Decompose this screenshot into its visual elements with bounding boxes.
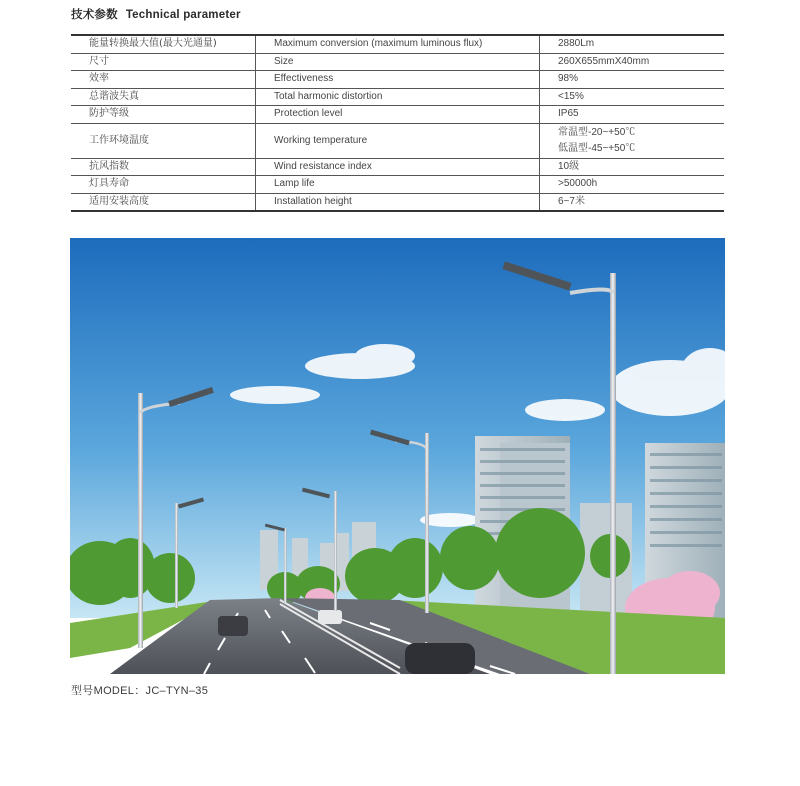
param-value-line: 低温型-45~+50℃ <box>558 142 636 154</box>
table-row <box>71 71 724 89</box>
table-row <box>71 193 724 211</box>
heading-cn: 技术参数 <box>71 7 118 21</box>
param-cn: 适用安装高度 <box>71 193 256 211</box>
street-scene-illustration <box>70 238 725 674</box>
param-en: Total harmonic distortion <box>256 88 540 106</box>
param-en: Wind resistance index <box>256 158 540 176</box>
param-en: Installation height <box>256 193 540 211</box>
table-row <box>71 176 724 194</box>
param-value: <15% <box>540 88 725 106</box>
table-row <box>71 123 724 158</box>
table-row <box>71 88 724 106</box>
param-value: 10级 <box>540 158 725 176</box>
product-scene-image <box>70 238 725 674</box>
param-value-line: 常温型-20~+50℃ <box>558 126 636 138</box>
param-value: >50000h <box>540 176 725 194</box>
param-value: IP65 <box>540 106 725 124</box>
heading-en: Technical parameter <box>125 9 241 21</box>
param-cn: 抗风指数 <box>71 158 256 176</box>
param-cn: 总谐波失真 <box>71 88 256 106</box>
param-en: Effectiveness <box>256 71 540 89</box>
param-cn: 能量转换最大值(最大光通量) <box>71 35 256 53</box>
table-row <box>71 35 724 53</box>
param-cn: 工作环境温度 <box>71 123 256 158</box>
model-caption: 型号MODEL：JC–TYN–35 <box>71 685 209 697</box>
table-row <box>71 106 724 124</box>
param-en: Maximum conversion (maximum luminous flux) <box>256 35 540 53</box>
param-value <box>540 123 725 158</box>
param-en: Working temperature <box>256 123 540 158</box>
param-en: Lamp life <box>256 176 540 194</box>
param-value: 260X655mmX40mm <box>540 53 725 71</box>
spec-table <box>71 34 724 212</box>
param-cn: 灯具寿命 <box>71 176 256 194</box>
table-row <box>71 53 724 71</box>
param-value: 98% <box>540 71 725 89</box>
section-heading <box>71 6 241 22</box>
param-value: 2880Lm <box>540 35 725 53</box>
table-row <box>71 158 724 176</box>
param-cn: 防护等级 <box>71 106 256 124</box>
param-value: 6~7米 <box>540 193 725 211</box>
param-cn: 效率 <box>71 71 256 89</box>
param-en: Size <box>256 53 540 71</box>
param-cn: 尺寸 <box>71 53 256 71</box>
param-en: Protection level <box>256 106 540 124</box>
